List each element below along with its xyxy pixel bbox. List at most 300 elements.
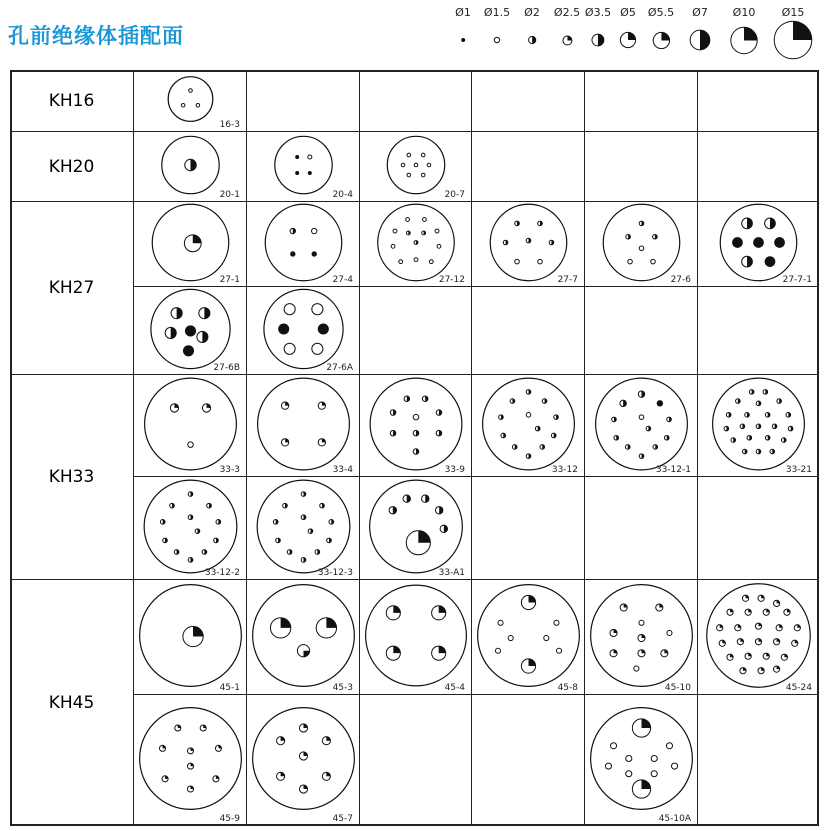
contact-q	[200, 725, 206, 731]
contact-q	[717, 625, 723, 631]
contact-h	[413, 430, 419, 436]
insert-face-diagram	[247, 695, 360, 826]
contact-h	[188, 492, 193, 497]
contact-o	[406, 218, 410, 222]
contact-o	[427, 163, 431, 167]
insert-outline	[264, 289, 343, 368]
contact-h	[163, 538, 168, 543]
contact-o	[538, 259, 543, 264]
contact-h	[756, 401, 761, 406]
contact-q	[638, 650, 645, 657]
legend-symbol-icon	[772, 19, 814, 61]
legend-item	[484, 6, 510, 60]
contact-h	[329, 520, 334, 525]
insert-face-diagram	[247, 375, 360, 477]
insert-face-diagram	[247, 580, 360, 695]
contact-h	[202, 550, 207, 555]
legend-item	[554, 6, 580, 60]
arrangement-code: 20-4	[332, 190, 353, 200]
contact-h	[667, 417, 672, 422]
contact-h	[736, 399, 741, 404]
contact-o	[626, 771, 632, 777]
contact-q	[735, 625, 741, 631]
contact-q	[781, 654, 787, 660]
contact-h	[510, 399, 515, 404]
arrangement-cell-27-7	[472, 202, 585, 287]
contact-o	[651, 259, 656, 264]
contact-q	[175, 725, 181, 731]
empty-cell	[698, 477, 819, 580]
insert-outline	[168, 77, 213, 122]
insert-face-diagram	[360, 477, 472, 580]
legend-label: Ø1	[455, 6, 471, 19]
contact-q	[316, 618, 336, 638]
contact-o	[651, 755, 657, 761]
contact-o	[391, 244, 395, 248]
contact-q	[742, 595, 748, 601]
contact-h	[528, 36, 535, 43]
contact-q	[784, 609, 790, 615]
contact-h	[436, 410, 442, 416]
arrangement-cell-27-6A	[247, 287, 360, 375]
contact-h	[188, 515, 193, 520]
arrangement-code: 20-7	[444, 190, 465, 200]
contact-d	[308, 171, 312, 175]
contact-q	[745, 609, 751, 615]
legend-item	[688, 6, 712, 60]
insert-outline	[275, 136, 332, 193]
contact-q	[656, 604, 663, 611]
contact-q	[792, 640, 798, 646]
contact-h	[273, 520, 278, 525]
arrangement-cell-27-7-1	[698, 202, 819, 287]
contact-h	[287, 550, 292, 555]
contact-o	[556, 648, 561, 653]
contact-d	[461, 38, 465, 42]
empty-cell	[472, 132, 585, 202]
empty-cell	[472, 695, 585, 826]
page-title: 孔前绝缘体插配面	[8, 24, 184, 48]
contact-q	[521, 659, 535, 673]
insert-outline	[370, 480, 463, 573]
contact-h	[422, 495, 429, 502]
empty-cell	[360, 695, 472, 826]
arrangement-cell-45-1	[134, 580, 247, 695]
contact-o	[495, 648, 500, 653]
legend-item	[618, 6, 638, 60]
empty-cell	[247, 70, 360, 132]
insert-outline	[145, 378, 237, 470]
legend-item	[729, 6, 760, 60]
contact-h	[551, 433, 556, 438]
series-label: KH16	[10, 70, 134, 132]
legend-symbol-icon	[590, 32, 606, 48]
empty-cell	[698, 70, 819, 132]
legend-item	[524, 6, 540, 60]
contact-h	[664, 435, 669, 440]
contact-h	[197, 331, 208, 342]
contact-q	[187, 748, 193, 754]
contact-o	[544, 636, 549, 641]
legend-item	[648, 6, 674, 60]
arrangement-cell-20-1	[134, 132, 247, 202]
contact-o	[181, 103, 185, 107]
arrangement-cell-33-3	[134, 375, 247, 477]
contact-q	[202, 404, 210, 412]
insert-face-diagram	[472, 375, 585, 477]
arrangement-code: 33-12-3	[317, 568, 353, 578]
contact-q	[758, 668, 764, 674]
contact-h	[199, 308, 210, 319]
legend-item	[455, 6, 471, 60]
contact-q	[183, 626, 203, 646]
contact-q	[563, 36, 572, 45]
contact-h	[646, 426, 651, 431]
contact-h	[327, 538, 332, 543]
arrangement-cell-33-9	[360, 375, 472, 477]
contact-d	[295, 171, 299, 175]
legend-label: Ø15	[781, 6, 805, 19]
contact-h	[170, 503, 175, 508]
arrangement-code: 33-12-1	[655, 465, 691, 475]
contact-q	[386, 606, 400, 620]
contact-h	[749, 390, 754, 395]
contact-q	[187, 763, 193, 769]
contact-h	[301, 515, 306, 520]
contact-h	[690, 30, 710, 50]
arrangement-cell-27-1	[134, 202, 247, 287]
contact-q	[277, 772, 285, 780]
contact-q	[755, 623, 761, 629]
empty-cell	[472, 477, 585, 580]
insert-face-diagram	[134, 375, 247, 477]
insert-face-diagram	[698, 580, 819, 695]
contact-q	[159, 745, 165, 751]
contact-f	[765, 256, 776, 267]
arrangement-cell-45-8	[472, 580, 585, 695]
contact-q	[763, 653, 769, 659]
legend-symbol-icon	[729, 25, 760, 56]
contact-o	[639, 620, 644, 625]
contact-h	[625, 445, 630, 450]
contact-q	[299, 785, 307, 793]
arrangement-code: 27-12	[438, 275, 465, 285]
contact-q	[406, 531, 430, 555]
contact-h	[165, 327, 176, 338]
contact-q	[774, 21, 812, 59]
series-label: KH33	[10, 375, 134, 580]
contact-q	[322, 737, 330, 745]
legend-label: Ø10	[732, 6, 756, 19]
empty-cell	[698, 132, 819, 202]
empty-cell	[360, 287, 472, 375]
insert-face-diagram	[247, 477, 360, 580]
contact-q	[270, 618, 290, 638]
contact-o	[605, 763, 611, 769]
legend-symbol-icon	[459, 36, 467, 44]
contact-h	[413, 449, 419, 455]
contact-h	[171, 308, 182, 319]
contact-h	[512, 445, 517, 450]
contact-o	[421, 153, 425, 157]
arrangement-code: 27-6B	[213, 363, 240, 373]
arrangement-code: 27-1	[219, 275, 240, 285]
insert-face-diagram	[134, 287, 247, 375]
insert-face-diagram	[360, 375, 472, 477]
contact-q	[719, 640, 725, 646]
arrangement-cell-33-12	[472, 375, 585, 477]
contact-f	[732, 237, 743, 248]
contact-q	[432, 606, 446, 620]
contact-o	[666, 743, 672, 749]
contact-q	[213, 776, 219, 782]
contact-o	[189, 89, 193, 93]
arrangement-code: 27-4	[332, 275, 353, 285]
contact-h	[786, 413, 791, 418]
contact-h	[535, 426, 540, 431]
contact-h	[390, 430, 396, 436]
arrangement-cell-16-3	[134, 70, 247, 132]
contact-h	[422, 396, 428, 402]
contact-q	[170, 404, 178, 412]
empty-cell	[585, 477, 698, 580]
arrangement-cell-27-6	[585, 202, 698, 287]
contact-q	[774, 666, 780, 672]
arrangement-cell-33-A1	[360, 477, 472, 580]
arrangement-code: 45-4	[444, 683, 465, 693]
contact-o	[312, 343, 323, 354]
arrangement-code: 45-3	[332, 683, 353, 693]
contact-o	[407, 173, 411, 177]
series-label: KH20	[10, 132, 134, 202]
contact-q	[745, 653, 751, 659]
contact-o	[188, 442, 194, 448]
contact-o	[610, 743, 616, 749]
arrangement-code: 20-1	[219, 190, 240, 200]
legend-item	[772, 6, 814, 60]
arrangement-code: 27-7	[557, 275, 578, 285]
contact-q	[661, 650, 668, 657]
arrangement-cell-45-4	[360, 580, 472, 695]
insert-face-diagram	[585, 695, 698, 826]
contact-h	[554, 415, 559, 420]
contact-q	[187, 786, 193, 792]
contact-q	[763, 609, 769, 615]
contact-h	[765, 413, 770, 418]
insert-arrangement-table	[10, 70, 819, 826]
contact-o	[312, 304, 323, 315]
legend-symbol-icon	[618, 30, 638, 50]
contact-q	[776, 625, 782, 631]
arrangement-cell-45-10	[585, 580, 698, 695]
arrangement-cell-45-10A	[585, 695, 698, 826]
contact-q	[277, 737, 285, 745]
contact-o	[554, 620, 559, 625]
contact-h	[406, 231, 410, 235]
contact-h	[301, 492, 306, 497]
arrangement-code: 45-10A	[658, 814, 691, 824]
contact-h	[542, 399, 547, 404]
contact-h	[756, 424, 761, 429]
contact-h	[740, 424, 745, 429]
contact-o	[651, 771, 657, 777]
contact-h	[614, 435, 619, 440]
contact-q	[794, 625, 800, 631]
contact-f	[774, 237, 785, 248]
contact-o	[284, 304, 295, 315]
insert-face-diagram	[585, 580, 698, 695]
contact-o	[508, 636, 513, 641]
contact-q	[653, 32, 669, 48]
arrangement-cell-45-24	[698, 580, 819, 695]
contact-o	[423, 218, 427, 222]
contact-o	[401, 163, 405, 167]
arrangement-code: 33-A1	[438, 568, 465, 578]
contact-h	[653, 445, 658, 450]
contact-h	[549, 240, 554, 245]
arrangement-code: 33-4	[332, 465, 353, 475]
contact-o	[494, 37, 499, 42]
contact-h	[389, 507, 396, 514]
arrangement-code: 45-9	[219, 814, 240, 824]
arrangement-code: 33-9	[444, 465, 465, 475]
contact-h	[777, 399, 782, 404]
contact-q	[620, 604, 627, 611]
contact-q	[299, 752, 307, 760]
contact-h	[174, 550, 179, 555]
arrangement-code: 33-12-2	[204, 568, 240, 578]
contact-o	[312, 228, 317, 233]
legend-symbol-icon	[561, 34, 574, 47]
contact-size-legend	[0, 6, 833, 62]
insert-face-diagram	[134, 580, 247, 695]
contact-h	[403, 495, 410, 502]
contact-h	[742, 449, 747, 454]
contact-o	[639, 246, 644, 251]
series-label: KH45	[10, 580, 134, 826]
contact-q	[281, 402, 288, 409]
insert-outline	[253, 585, 355, 687]
arrangement-cell-27-4	[247, 202, 360, 287]
contact-q	[758, 595, 764, 601]
arrangement-cell-45-9	[134, 695, 247, 826]
contact-h	[390, 410, 396, 416]
contact-d	[290, 251, 295, 256]
contact-q	[318, 439, 325, 446]
contact-h	[320, 503, 325, 508]
contact-h	[315, 550, 320, 555]
contact-h	[763, 390, 768, 395]
contact-o	[399, 260, 403, 264]
contact-o	[393, 229, 397, 233]
contact-h	[726, 413, 731, 418]
legend-symbol-icon	[526, 34, 538, 46]
contact-h	[770, 449, 775, 454]
arrangement-cell-33-12-3	[247, 477, 360, 580]
series-label: KH27	[10, 202, 134, 375]
contact-f	[657, 400, 663, 406]
contact-o	[407, 153, 411, 157]
arrangement-cell-27-12	[360, 202, 472, 287]
empty-cell	[698, 695, 819, 826]
arrangement-cell-27-6B	[134, 287, 247, 375]
contact-o	[421, 173, 425, 177]
contact-h	[742, 218, 753, 229]
contact-q	[638, 634, 645, 641]
contact-q	[740, 668, 746, 674]
arrangement-cell-45-3	[247, 580, 360, 695]
contact-o	[626, 755, 632, 761]
contact-h	[724, 426, 729, 431]
contact-f	[278, 323, 289, 334]
contact-f	[185, 325, 196, 336]
insert-outline	[258, 378, 350, 470]
empty-cell	[585, 287, 698, 375]
contact-h	[788, 426, 793, 431]
contact-f	[753, 237, 764, 248]
arrangement-code: 33-12	[551, 465, 578, 475]
contact-o	[634, 666, 639, 671]
legend-symbol-icon	[492, 35, 502, 45]
insert-face-diagram	[134, 477, 247, 580]
insert-face-diagram	[585, 375, 698, 477]
insert-face-diagram	[360, 580, 472, 695]
arrangement-cell-45-7	[247, 695, 360, 826]
contact-q	[731, 27, 757, 53]
legend-label: Ø2.5	[553, 6, 581, 19]
contact-h	[745, 413, 750, 418]
empty-cell	[472, 287, 585, 375]
empty-cell	[698, 287, 819, 375]
arrangement-cell-20-4	[247, 132, 360, 202]
contact-h	[592, 34, 604, 46]
contact-h	[436, 430, 442, 436]
contact-h	[772, 424, 777, 429]
contact-d	[312, 251, 317, 256]
contact-h	[742, 256, 753, 267]
arrangement-cell-33-21	[698, 375, 819, 477]
legend-label: Ø1.5	[483, 6, 511, 19]
contact-h	[216, 520, 221, 525]
contact-o	[429, 260, 433, 264]
contact-h	[308, 529, 313, 534]
contact-q	[632, 719, 650, 737]
contact-q	[774, 639, 780, 645]
contact-o	[667, 630, 672, 635]
insert-outline	[366, 585, 467, 686]
legend-symbol-icon	[651, 30, 672, 51]
contact-o	[284, 343, 295, 354]
contact-h	[653, 234, 658, 239]
contact-h	[207, 503, 212, 508]
contact-q	[755, 639, 761, 645]
legend-label: Ø5.5	[647, 6, 675, 19]
contact-h	[620, 400, 626, 406]
contact-h	[639, 454, 644, 459]
contact-o	[628, 259, 633, 264]
contact-h	[626, 234, 631, 239]
arrangement-code: 45-1	[219, 683, 240, 693]
arrangement-cell-33-12-1	[585, 375, 698, 477]
contact-q	[727, 609, 733, 615]
contact-h	[538, 221, 543, 226]
contact-o	[414, 163, 418, 167]
contact-o	[435, 229, 439, 233]
contact-h	[440, 525, 447, 532]
contact-h	[747, 435, 752, 440]
contact-h	[756, 449, 761, 454]
contact-o	[672, 763, 678, 769]
